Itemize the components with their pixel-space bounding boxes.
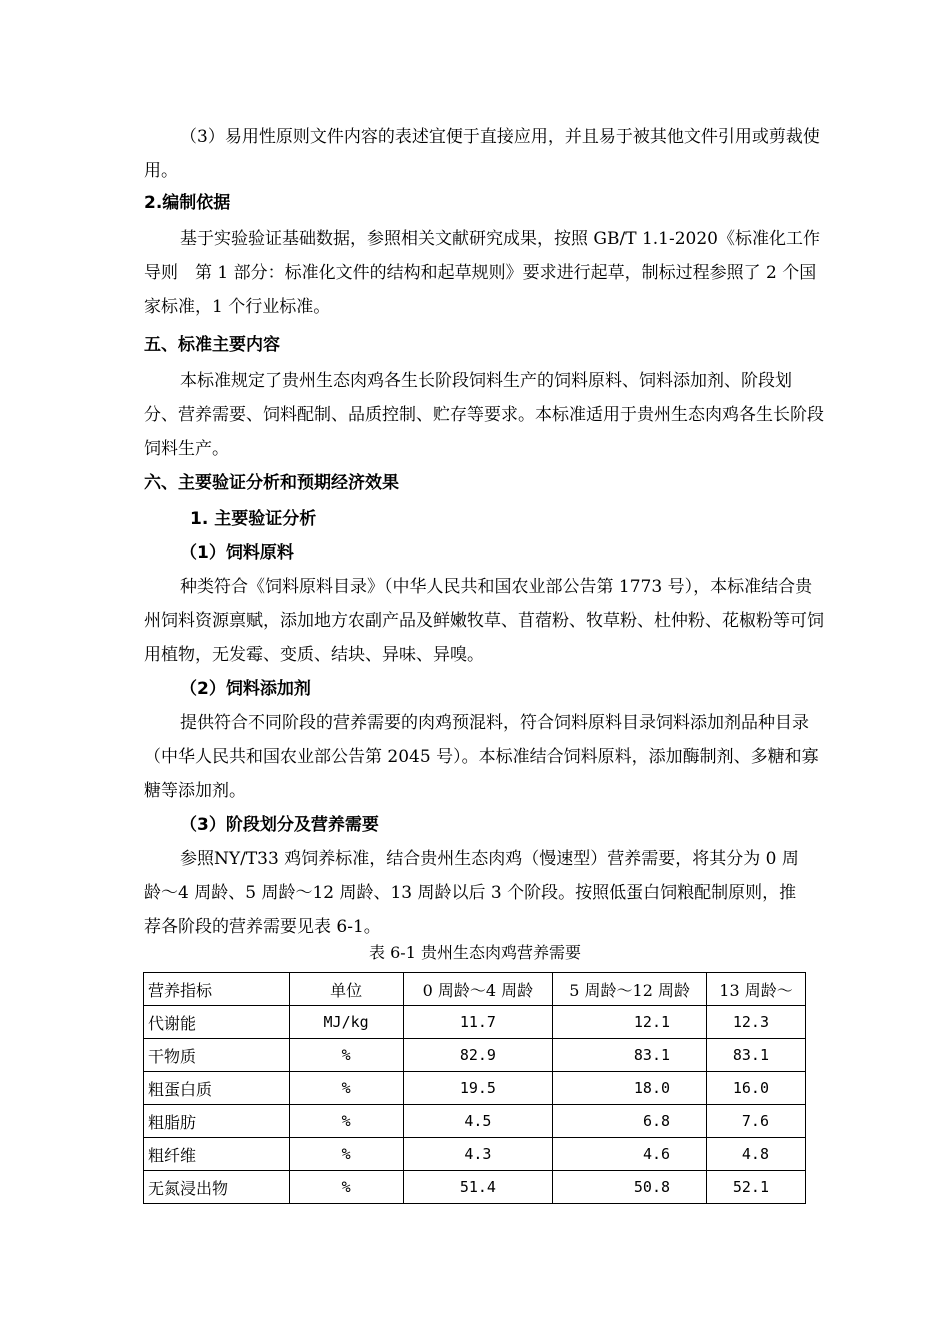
paragraph-feed-raw: 种类符合《饲料原料目录》（中华人民共和国农业部公告第 1773 号），本标准结合贵州饲料资源禀赋，添加地方农副产品及鲜嫩牧草、苜蓿粉、牧草粉、杜仲粉、花椒粉等可饲用植物，无发霉、变质、结块、异味、异嗅。 bbox=[144, 577, 824, 665]
table-cell: MJ/kg bbox=[289, 1006, 403, 1039]
heading-stages: （3）阶段划分及营养需要 bbox=[180, 815, 379, 835]
table-cell: 4.3 bbox=[403, 1138, 553, 1171]
table-cell: % bbox=[289, 1171, 403, 1204]
table-cell: 粗脂肪 bbox=[144, 1105, 290, 1138]
table-cell: 无氮浸出物 bbox=[144, 1171, 290, 1204]
paragraph-stages: 参照NY/T33 鸡饲养标准，结合贵州生态肉鸡（慢速型）营养需要，将其分为 0 周龄～4 周龄、5 周龄～12 周龄、13 周龄以后 3 个阶段。按照低蛋白饲粮配制原则，推荐各阶段的营养需要见表 6-1。 bbox=[144, 849, 799, 937]
table-cell: 6.8 bbox=[553, 1105, 707, 1138]
table-cell: 11.7 bbox=[403, 1006, 553, 1039]
table-row bbox=[144, 1039, 806, 1072]
table-cell: 7.6 bbox=[707, 1105, 806, 1138]
table-cell: 16.0 bbox=[707, 1072, 806, 1105]
paragraph-feed-additive: 提供符合不同阶段的营养需要的肉鸡预混料，符合饲料原料目录饲料添加剂品种目录（中华人民共和国农业部公告第 2045 号）。本标准结合饲料原料，添加酶制剂、多糖和寡糖等添加剂。 bbox=[144, 713, 819, 801]
table-header-cell: 单位 bbox=[289, 973, 403, 1006]
table-cell: 82.9 bbox=[403, 1039, 553, 1072]
table-cell: 83.1 bbox=[553, 1039, 707, 1072]
table-row bbox=[144, 1072, 806, 1105]
table-cell: 4.6 bbox=[553, 1138, 707, 1171]
table-cell: 18.0 bbox=[553, 1072, 707, 1105]
table-row bbox=[144, 1105, 806, 1138]
table-header-cell: 5 周龄～12 周龄 bbox=[553, 973, 707, 1006]
table-cell: 52.1 bbox=[707, 1171, 806, 1204]
heading-verification: 1. 主要验证分析 bbox=[190, 509, 317, 529]
paragraph-usability: （3）易用性原则文件内容的表述宜便于直接应用，并且易于被其他文件引用或剪裁使用。 bbox=[144, 127, 820, 181]
table-caption: 表 6-1 贵州生态肉鸡营养需要 bbox=[369, 943, 581, 962]
table-cell: % bbox=[289, 1039, 403, 1072]
table-row bbox=[144, 1006, 806, 1039]
table-cell: 12.3 bbox=[707, 1006, 806, 1039]
table-row bbox=[144, 1138, 806, 1171]
heading-section-6: 六、主要验证分析和预期经济效果 bbox=[144, 473, 399, 493]
table-cell: 50.8 bbox=[553, 1171, 707, 1204]
table-cell: 代谢能 bbox=[144, 1006, 290, 1039]
table-header-cell: 0 周龄～4 周龄 bbox=[403, 973, 553, 1006]
paragraph-content: 本标准规定了贵州生态肉鸡各生长阶段饲料生产的饲料原料、饲料添加剂、阶段划分、营养需要、饲料配制、品质控制、贮存等要求。本标准适用于贵州生态肉鸡各生长阶段饲料生产。 bbox=[144, 371, 824, 459]
table-cell: 4.5 bbox=[403, 1105, 553, 1138]
table-cell: 51.4 bbox=[403, 1171, 553, 1204]
table-cell: % bbox=[289, 1138, 403, 1171]
table-cell: % bbox=[289, 1072, 403, 1105]
table-cell: 粗蛋白质 bbox=[144, 1072, 290, 1105]
table-header-cell: 13 周龄～ bbox=[707, 973, 806, 1006]
table-cell: 干物质 bbox=[144, 1039, 290, 1072]
table-cell: 12.1 bbox=[553, 1006, 707, 1039]
heading-feed-raw: （1）饲料原料 bbox=[180, 543, 294, 563]
heading-section-5: 五、标准主要内容 bbox=[144, 335, 280, 355]
table-cell: % bbox=[289, 1105, 403, 1138]
paragraph-basis: 基于实验验证基础数据，参照相关文献研究成果，按照 GB/T 1.1-2020《标准化工作导则 第 1 部分：标准化文件的结构和起草规则》要求进行起草，制标过程参照了 2 个国家标准，1 个行业标准。 bbox=[144, 229, 820, 317]
table-cell: 4.8 bbox=[707, 1138, 806, 1171]
heading-feed-additive: （2）饲料添加剂 bbox=[180, 679, 311, 699]
table-cell: 83.1 bbox=[707, 1039, 806, 1072]
table-header-cell: 营养指标 bbox=[144, 973, 290, 1006]
table-cell: 19.5 bbox=[403, 1072, 553, 1105]
nutrition-table bbox=[143, 972, 806, 1204]
table-cell: 粗纤维 bbox=[144, 1138, 290, 1171]
table-header-row bbox=[144, 973, 806, 1006]
heading-basis: 2.编制依据 bbox=[144, 193, 231, 213]
table-row bbox=[144, 1171, 806, 1204]
